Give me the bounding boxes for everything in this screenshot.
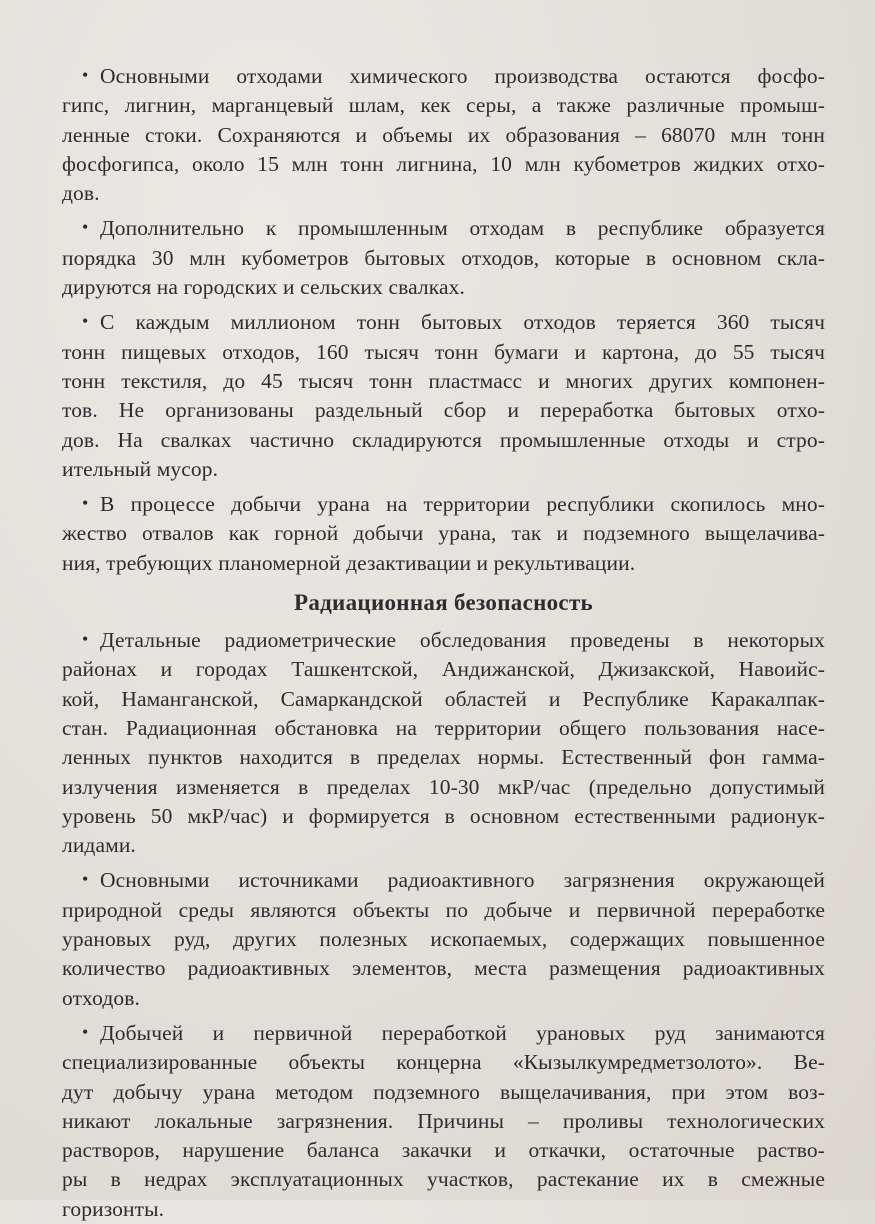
bullet-icon: • [82,1021,89,1042]
text-line: растворов, нарушение баланса закачки и откачки, остаточные раство- [62,1138,825,1163]
text-line: ры в недрах эксплуатационных участков, растекание их в смежные [62,1167,825,1192]
text-line: • Детальные радиометрические обследования проведены в некоторых [82,628,825,653]
text-line: уровень 50 мкР/час) и формируется в основном естественными радионук- [62,803,825,828]
section-heading-radiation-safety: Радиационная безопасность [293,590,594,616]
paragraph-radiometric-surveys [62,626,825,860]
paragraph-household-waste [62,214,825,302]
paragraph-uranium-mining [62,1019,825,1224]
text-line: тонн текстиля, до 45 тысяч тонн пластмасс и многих других компонен- [62,368,825,393]
text-line: количество радиоактивных элементов, места размещения радиоактивных [62,956,825,981]
text-line: • Добычей и первичной переработкой урановых руд занимаются [82,1020,825,1045]
bullet-icon: • [82,65,89,85]
text-line: горизонты. [62,1196,165,1221]
text-line: • С каждым миллионом тонн бытовых отходов теряется 360 тысяч [82,310,825,335]
text-line: порядка 30 млн кубометров бытовых отходов, которые в основном скла- [62,245,825,270]
bullet-icon: • [82,629,89,650]
text-line: кой, Наманганской, Самаркандской областей и Республике Каракалпак- [62,686,825,711]
text-line: • Дополнительно к промышленным отходам в республике образуется [82,216,825,241]
text-line: дов. На свалках частично складируются промышленные отходы и стро- [62,427,825,452]
text-line: ния, требующих планомерной дезактивации и рекультивации. [62,550,636,575]
text-line: фосфогипса, около 15 млн тонн лигнина, 10 млн кубометров жидких отхо- [62,151,825,176]
text-line: • Основными источниками радиоактивного загрязнения окружающей [82,868,825,893]
text-line: специализированные объекты концерна «Кызылкумредметзолото». Ве- [62,1050,825,1075]
text-line: отходов. [62,985,140,1010]
text-line: излучения изменяется в пределах 10-30 мкР/час (предельно допустимый [62,774,825,799]
bullet-icon: • [82,311,89,332]
bullet-icon: • [82,869,89,890]
text-line: дут добычу урана методом подземного выщелачивания, при этом воз- [62,1079,825,1104]
text-line: тов. Не организованы раздельный сбор и переработка бытовых отхо- [62,398,825,423]
text-line: районах и городах Ташкентской, Андижанской, Джизакской, Навоийс- [62,657,825,682]
paragraph-chemical-waste [62,62,825,208]
text-line: тонн пищевых отходов, 160 тысяч тонн бумаги и картона, до 55 тысяч [62,339,825,364]
paragraph-waste-composition [62,308,825,484]
text-line: стан. Радиационная обстановка на территории общего пользования насе- [62,715,825,740]
text-line: жество отвалов как горной добычи урана, так и подземного выщелачива- [62,521,825,546]
text-line: ительный мусор. [62,456,219,481]
paragraph-uranium-dumps [62,490,825,578]
text-line: ленных пунктов находится в пределах нормы. Естественный фон гамма- [62,745,825,770]
paragraph-contamination-sources [62,866,825,1012]
bullet-icon: • [82,217,89,238]
text-line: гипс, лигнин, марганцевый шлам, кек серы, а также различные промыш- [62,93,825,118]
text-line: никают локальные загрязнения. Причины – проливы технологических [62,1108,825,1133]
text-line: • В процессе добычи урана на территории республики скопилось мно- [82,492,825,517]
text-line: природной среды являются объекты по добыче и первичной переработке [62,897,825,922]
text-line: ленные стоки. Сохраняются и объемы их образования – 68070 млн тонн [62,122,825,147]
text-line: дируются на городских и сельских свалках. [62,275,465,300]
radiation-section [62,626,825,1224]
text-line: лидами. [62,833,136,858]
text-line: дов. [62,181,100,206]
bullet-icon: • [82,493,89,514]
text-line: урановых руд, других полезных ископаемых, содержащих повышенное [62,927,825,952]
text-line: • Основными отходами химического производства остаются фосфо- [82,64,825,88]
waste-section [62,62,825,578]
